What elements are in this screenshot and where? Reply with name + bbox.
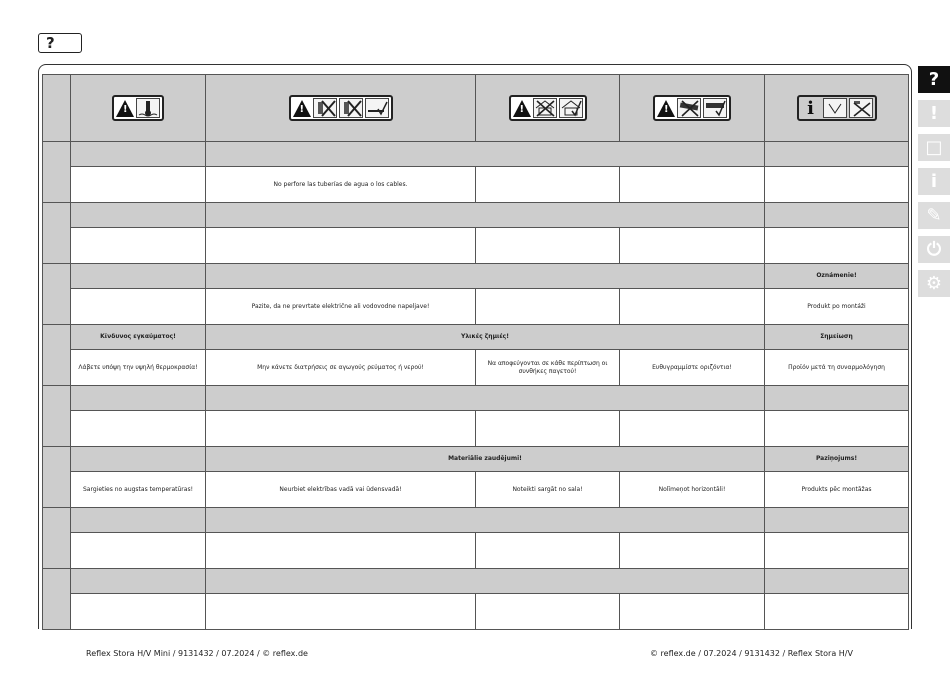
language-heading-row: [43, 142, 909, 167]
frost-text-cell: [476, 289, 620, 325]
info-after-assembly-icon: [797, 95, 877, 121]
level-text-cell: [620, 411, 765, 447]
after-assembly-text-cell: Produkts pēc montāžas: [765, 472, 909, 508]
question-icon[interactable]: ?: [918, 66, 950, 93]
help-mark-box: [38, 33, 82, 53]
header-cell-frost: [476, 75, 620, 142]
damage-heading-cell: [206, 386, 765, 411]
note-heading-cell: Paziņojums!: [765, 447, 909, 472]
after-assembly-text-cell: [765, 594, 909, 630]
language-index-cell: [43, 447, 71, 508]
after-assembly-text-cell: Produkt po montáži: [765, 289, 909, 325]
frost-text-cell: Να αποφεύγονται σε κάθε περίπτωση οι συνθήκες παγετού!: [476, 350, 620, 386]
drilling-text-cell: [206, 411, 476, 447]
language-text-row: [43, 350, 909, 386]
language-index-cell: [43, 203, 71, 264]
after-assembly-text-cell: [765, 167, 909, 203]
header-cell-burn: [71, 75, 206, 142]
burn-text-cell: Λάβετε υπόψη την υψηλή θερμοκρασία!: [71, 350, 206, 386]
language-text-row: [43, 472, 909, 508]
frost-text-cell: [476, 594, 620, 630]
level-text-cell: Ευθυγραμμίστε οριζόντια!: [620, 350, 765, 386]
frost-protection-icon: !: [509, 95, 587, 121]
burn-heading-cell: [71, 386, 206, 411]
language-heading-row: [43, 325, 909, 350]
drilling-text-cell: Μην κάνετε διατρήσεις σε αγωγούς ρεύματος ή νερού!: [206, 350, 476, 386]
wrench-icon[interactable]: ✎: [918, 202, 950, 229]
language-text-row: [43, 411, 909, 447]
footer-right: © reflex.de / 07.2024 / 9131432 / Reflex Stora H/V: [650, 649, 853, 658]
level-alignment-icon: !: [653, 95, 731, 121]
drilling-text-cell: [206, 533, 476, 569]
burn-text-cell: [71, 533, 206, 569]
drilling-text-cell: Pazite, da ne prevrtate električne ali vodovodne napeljave!: [206, 289, 476, 325]
help-mark: ?: [46, 34, 55, 52]
damage-heading-cell: [206, 142, 765, 167]
language-index-cell: [43, 508, 71, 569]
box-icon[interactable]: □: [918, 134, 950, 161]
gear-hand-icon[interactable]: ⚙: [918, 270, 950, 297]
language-heading-row: [43, 203, 909, 228]
burn-heading-cell: [71, 508, 206, 533]
level-text-cell: [620, 167, 765, 203]
burn-text-cell: [71, 594, 206, 630]
language-text-row: [43, 533, 909, 569]
burn-heading-cell: [71, 569, 206, 594]
after-assembly-text-cell: [765, 533, 909, 569]
level-text-cell: [620, 228, 765, 264]
warning-triangle-icon[interactable]: !: [918, 100, 950, 127]
note-heading-cell: Σημείωση: [765, 325, 909, 350]
damage-heading-cell: [206, 569, 765, 594]
language-index-cell: [43, 325, 71, 386]
header-cell-level: [620, 75, 765, 142]
burn-text-cell: [71, 411, 206, 447]
language-heading-row: [43, 569, 909, 594]
burn-text-cell: [71, 289, 206, 325]
note-heading-cell: [765, 508, 909, 533]
burn-text-cell: [71, 167, 206, 203]
language-index-cell: [43, 569, 71, 630]
burn-heading-cell: [71, 447, 206, 472]
damage-heading-cell: Materiālie zaudējumi!: [206, 447, 765, 472]
note-heading-cell: Oznámenie!: [765, 264, 909, 289]
level-text-cell: [620, 289, 765, 325]
safety-table: [42, 74, 909, 630]
info-letter-icon: i: [807, 97, 814, 119]
frost-text-cell: [476, 533, 620, 569]
burn-heading-cell: [71, 142, 206, 167]
damage-heading-cell: [206, 203, 765, 228]
drilling-text-cell: Neurbiet elektrības vadā vai ūdensvadā!: [206, 472, 476, 508]
language-heading-row: [43, 386, 909, 411]
damage-heading-cell: Υλικές ζημιές!: [206, 325, 765, 350]
note-heading-cell: [765, 142, 909, 167]
header-cell-drilling: [206, 75, 476, 142]
language-heading-row: [43, 508, 909, 533]
index-cell: [43, 75, 71, 142]
burn-text-cell: [71, 228, 206, 264]
after-assembly-text-cell: Προϊόν μετά τη συναρμολόγηση: [765, 350, 909, 386]
burn-text-cell: Sargieties no augstas temperatūras!: [71, 472, 206, 508]
level-text-cell: [620, 533, 765, 569]
language-index-cell: [43, 264, 71, 325]
note-heading-cell: [765, 569, 909, 594]
level-text-cell: Nolīmeņot horizontāli!: [620, 472, 765, 508]
level-text-cell: [620, 594, 765, 630]
language-text-row: [43, 228, 909, 264]
note-heading-cell: [765, 203, 909, 228]
power-icon[interactable]: ⏻: [918, 236, 950, 263]
drilling-text-cell: [206, 228, 476, 264]
language-heading-row: [43, 447, 909, 472]
chapter-sidebar: [918, 66, 950, 304]
frost-text-cell: [476, 411, 620, 447]
language-text-row: [43, 289, 909, 325]
hot-temperature-warning-icon: !: [112, 95, 164, 121]
damage-heading-cell: [206, 264, 765, 289]
frost-text-cell: Noteikti sargāt no sala!: [476, 472, 620, 508]
frost-text-cell: [476, 228, 620, 264]
damage-heading-cell: [206, 508, 765, 533]
header-cell-info: [765, 75, 909, 142]
burn-heading-cell: [71, 264, 206, 289]
footer-left: Reflex Stora H/V Mini / 9131432 / 07.2024 / © reflex.de: [86, 649, 308, 658]
frost-text-cell: [476, 167, 620, 203]
drilling-text-cell: No perfore las tuberías de agua o los cables.: [206, 167, 476, 203]
burn-heading-cell: [71, 203, 206, 228]
language-heading-row: [43, 264, 909, 289]
language-index-cell: [43, 386, 71, 447]
after-assembly-text-cell: [765, 411, 909, 447]
language-index-cell: [43, 142, 71, 203]
language-text-row: [43, 167, 909, 203]
no-drilling-pipes-cables-icon: !: [289, 95, 393, 121]
after-assembly-text-cell: [765, 228, 909, 264]
language-text-row: [43, 594, 909, 630]
info-icon[interactable]: i: [918, 168, 950, 195]
note-heading-cell: [765, 386, 909, 411]
burn-heading-cell: Κίνδυνος εγκαύματος!: [71, 325, 206, 350]
icon-header-row: [43, 75, 909, 142]
drilling-text-cell: [206, 594, 476, 630]
